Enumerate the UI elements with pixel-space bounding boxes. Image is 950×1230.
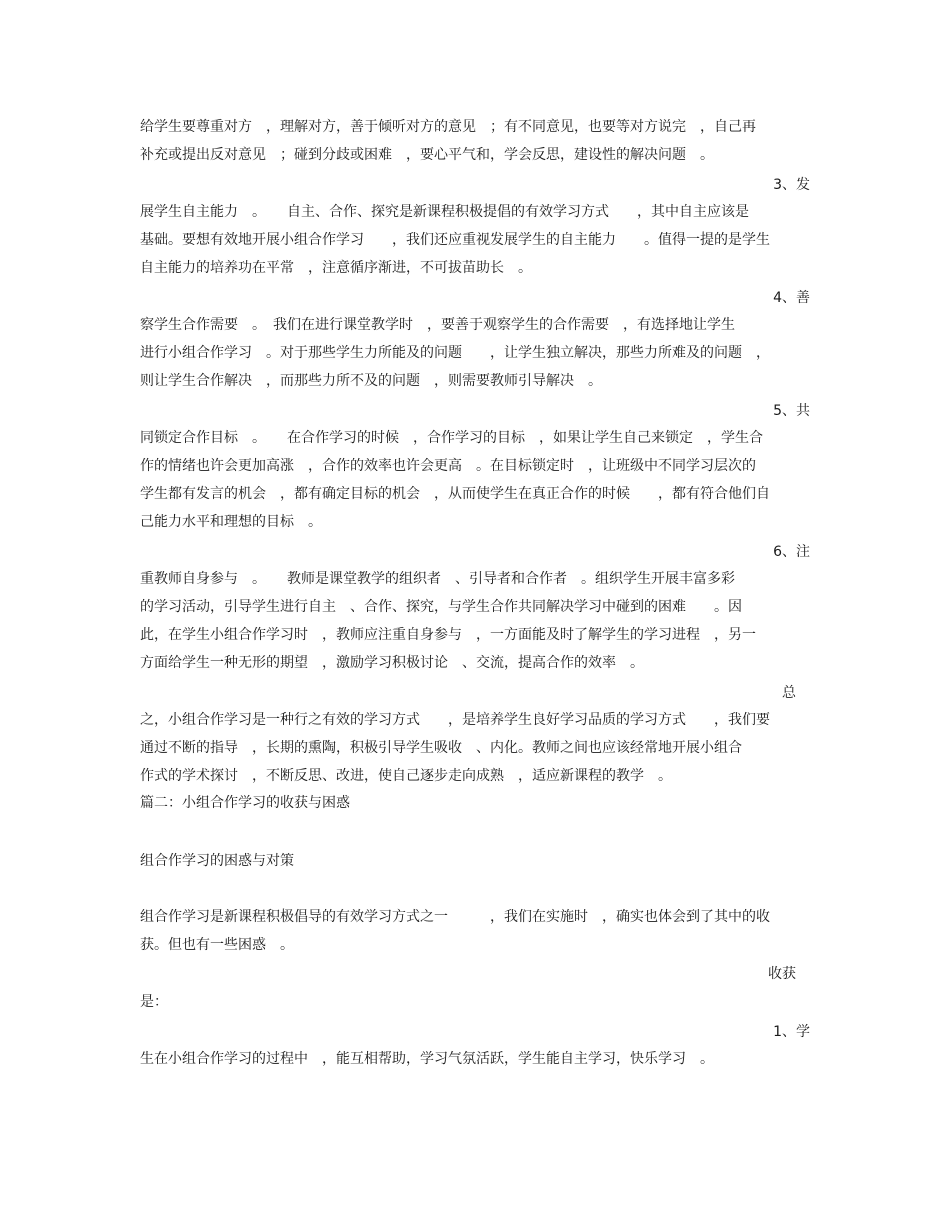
- section-number: 总: [782, 685, 810, 701]
- text-line: 之，小组合作学习是一种行之有效的学习方式 ，是培养学生良好学习品质的学习方式 ，我们要: [140, 712, 770, 728]
- section-heading: 篇二：小组合作学习的收获与困惑: [140, 795, 350, 811]
- section-number: 6、注: [773, 544, 810, 560]
- text-line: 作式的学术探讨 ，不断反思、改进，使自己逐步走向成熟 ，适应新课程的教学 。: [140, 768, 672, 784]
- text-line: 此，在学生小组合作学习时 ，教师应注重自身参与 ，一方面能及时了解学生的学习进程 ，另一: [140, 627, 756, 643]
- text-line: 通过不断的指导 ，长期的熏陶，积极引导学生吸收 、内化。教师之间也应该经常地开展小组合: [140, 740, 742, 756]
- text-line: 察学生合作需要 。 我们在进行课堂教学时 ，要善于观察学生的合作需要 ，有选择地让学生: [140, 317, 735, 333]
- text-line: 生在小组合作学习的过程中 ，能互相帮助，学习气氛活跃，学生能自主学习，快乐学习 。: [140, 1051, 714, 1067]
- text-line: 基础。要想有效地开展小组合作学习 ，我们还应重视发展学生的自主能力 。值得一提的是学生: [140, 232, 770, 248]
- text-line: 重教师自身参与 。 教师是课堂教学的组织者 、引导者和合作者 。组织学生开展丰富多彩: [140, 571, 735, 587]
- text-line: 己能力水平和理想的目标 。: [140, 514, 322, 530]
- text-line: 是：: [140, 994, 168, 1010]
- text-line: 作的情绪也许会更加高涨 ，合作的效率也许会更高 。在目标锁定时 ，让班级中不同学习层次的: [140, 458, 756, 474]
- section-number: 4、善: [773, 290, 810, 306]
- text-line: 学生都有发言的机会 ，都有确定目标的机会 ，从而使学生在真正合作的时候 ，都有符合他们自: [140, 486, 770, 502]
- text-line: 进行小组合作学习 。对于那些学生力所能及的问题 ，让学生独立解决，那些力所难及的问题 ，: [140, 345, 770, 361]
- text-line: 的学习活动，引导学生进行自主 、合作、探究，与学生合作共同解决学习中碰到的困难 。因: [140, 599, 742, 615]
- text-line: 展学生自主能力 。 自主、合作、探究是新课程积极提倡的有效学习方式 ，其中自主应该是: [140, 204, 749, 220]
- text-line: 给学生要尊重对方 ，理解对方，善于倾听对方的意见 ；有不同意见，也要等对方说完 ，自己再: [140, 119, 756, 135]
- text-line: 方面给学生一种无形的期望 ，激励学习积极讨论 、交流，提高合作的效率 。: [140, 655, 644, 671]
- section-number: 收获: [768, 966, 810, 982]
- text-line: 同锁定合作目标 。 在合作学习的时候 ，合作学习的目标 ，如果让学生自己来锁定 ，学生合: [140, 430, 763, 446]
- section-number: 1、学: [773, 1024, 810, 1040]
- text-line: 则让学生合作解决 ，而那些力所不及的问题 ，则需要教师引导解决 。: [140, 373, 602, 389]
- section-number: 5、共: [773, 403, 810, 419]
- text-line: 补充或提出反对意见 ；碰到分歧或困难 ，要心平气和，学会反思，建设性的解决问题 。: [140, 147, 714, 163]
- text-line: 组合作学习是新课程积极倡导的有效学习方式之一 ，我们在实施时 ，确实也体会到了其中的收: [140, 909, 770, 925]
- text-line: 自主能力的培养功在平常 ，注意循序渐进，不可拔苗助长 。: [140, 260, 532, 276]
- section-number: 3、发: [773, 177, 810, 193]
- text-line: 获。但也有一些困惑 。: [140, 937, 294, 953]
- text-line: 组合作学习的困惑与对策: [140, 853, 294, 869]
